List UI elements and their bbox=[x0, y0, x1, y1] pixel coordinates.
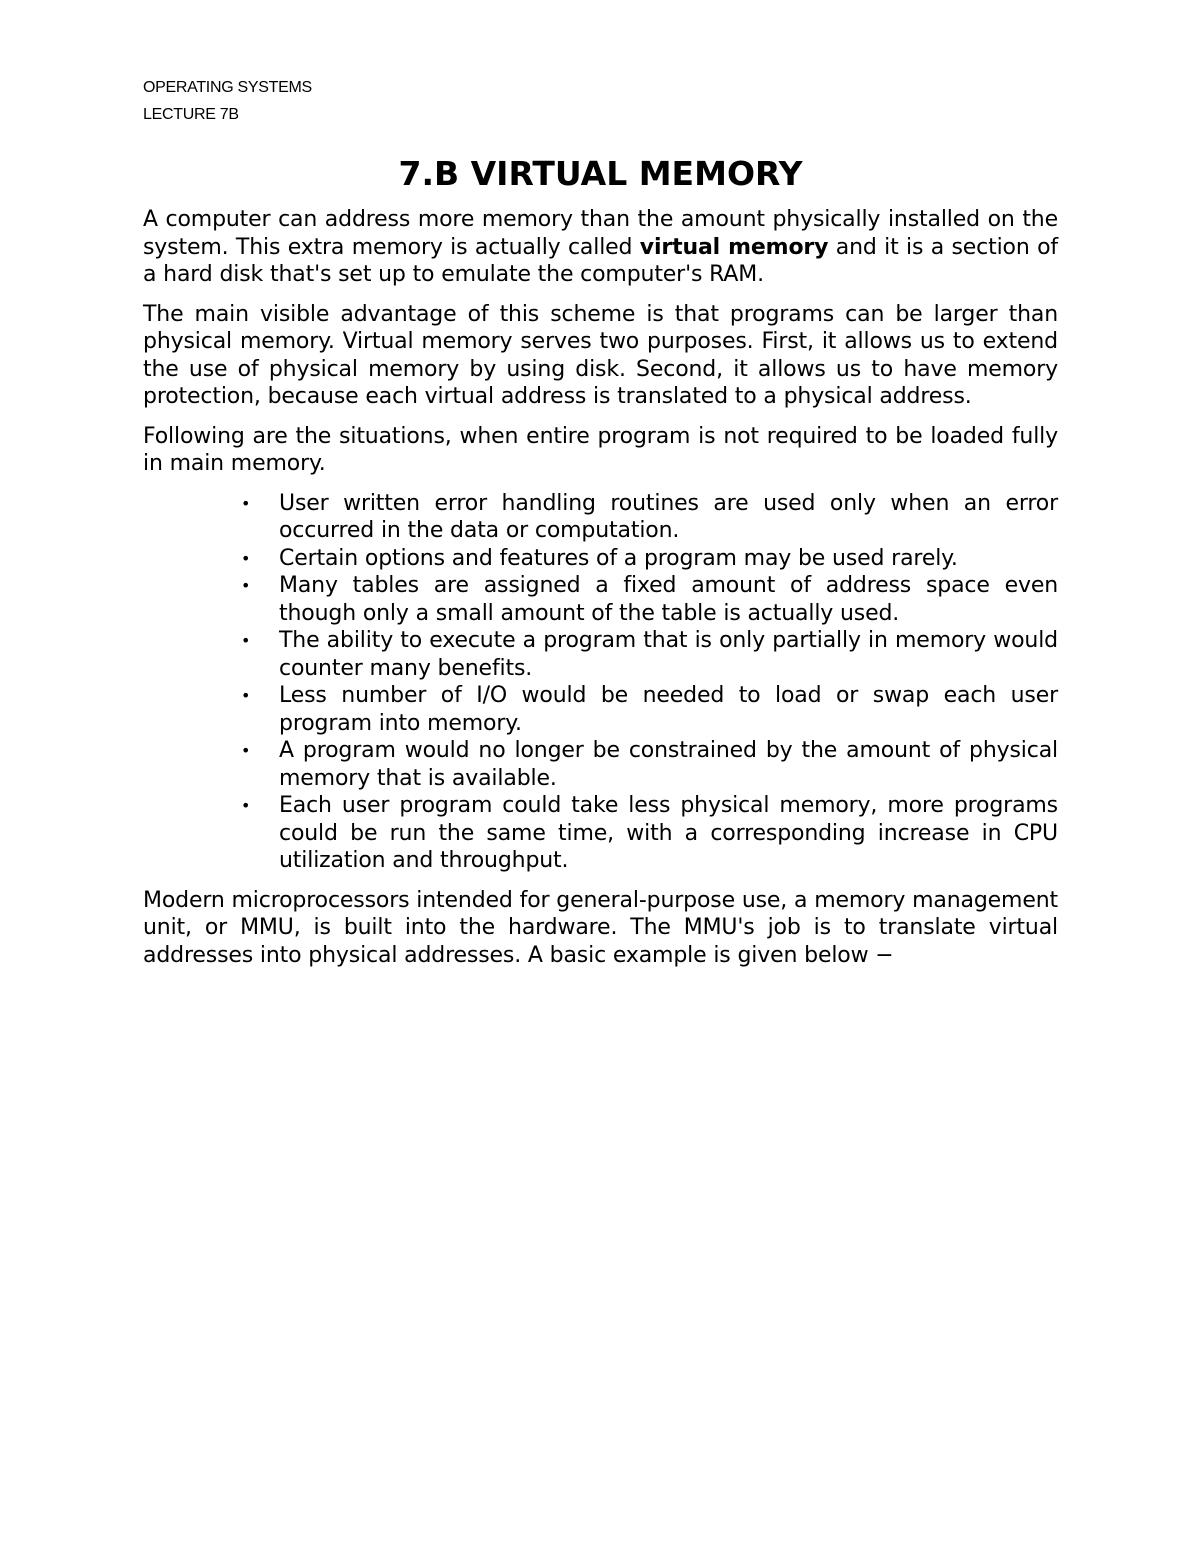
bullet-icon: • bbox=[241, 686, 251, 705]
bullet-icon: • bbox=[241, 493, 251, 513]
paragraph-mmu: Modern microprocessors intended for general-purpose use, a memory management unit, or MMU, is built into the hardware. The MMU's job is to translate virtual addresses into physical addresses. A basic example is given below − bbox=[143, 887, 1058, 968]
paragraph-intro-text-1: A computer can address more memory than the amount physically installed on the system. This extra memory is actually called bbox=[143, 207, 1058, 260]
list-item bbox=[241, 737, 1058, 792]
bullet-icon: • bbox=[241, 796, 251, 815]
paragraph-intro-text-2: and it is a section of a hard disk that's set up to emulate the computer's RAM. bbox=[143, 234, 1058, 287]
bullet-icon: • bbox=[241, 548, 251, 568]
list-item bbox=[241, 682, 1058, 737]
document-body bbox=[143, 206, 1058, 981]
list-item-text: A program would no longer be constrained by the amount of physical memory that is available. bbox=[279, 738, 1058, 791]
paragraph-advantages: The main visible advantage of this scheme is that programs can be larger than physical memory. Virtual memory serves two purposes. First, it allows us to extend the use of physical memory by using disk. Second, it allows us to have memory protection, because each virtual address is translated to a physical address. bbox=[143, 301, 1058, 409]
page-title: 7.B VIRTUAL MEMORY bbox=[398, 154, 803, 193]
list-item-text: Less number of I/O would be needed to load or swap each user program into memory. bbox=[279, 683, 1058, 736]
term-virtual-memory: virtual memory bbox=[639, 234, 829, 260]
list-item bbox=[241, 490, 1058, 545]
list-item bbox=[241, 572, 1058, 627]
paragraph-situations: Following are the situations, when entire program is not required to be loaded fully in main memory. bbox=[143, 423, 1058, 476]
list-item-text: Each user program could take less physical memory, more programs could be run the same time, with a corresponding increase in CPU utilization and throughput. bbox=[279, 793, 1058, 873]
situations-list bbox=[143, 490, 1058, 875]
bullet-icon: • bbox=[241, 631, 251, 650]
list-item bbox=[241, 545, 1058, 573]
list-item-text: Many tables are assigned a fixed amount of address space even though only a small amount of the table is actually used. bbox=[279, 573, 1058, 626]
bullet-icon: • bbox=[241, 576, 251, 595]
paragraph-intro bbox=[143, 206, 1058, 289]
bullet-icon: • bbox=[241, 741, 251, 760]
list-item-text: Certain options and features of a program may be used rarely. bbox=[279, 545, 958, 571]
page-header bbox=[143, 74, 312, 128]
list-item-text: The ability to execute a program that is only partially in memory would counter many benefits. bbox=[279, 628, 1058, 681]
lecture-number: LECTURE 7B bbox=[143, 106, 239, 123]
list-item-text: User written error handling routines are used only when an error occurred in the data or computation. bbox=[279, 490, 1058, 543]
course-name: OPERATING SYSTEMS bbox=[143, 79, 312, 96]
list-item bbox=[241, 627, 1058, 682]
list-item bbox=[241, 792, 1058, 875]
